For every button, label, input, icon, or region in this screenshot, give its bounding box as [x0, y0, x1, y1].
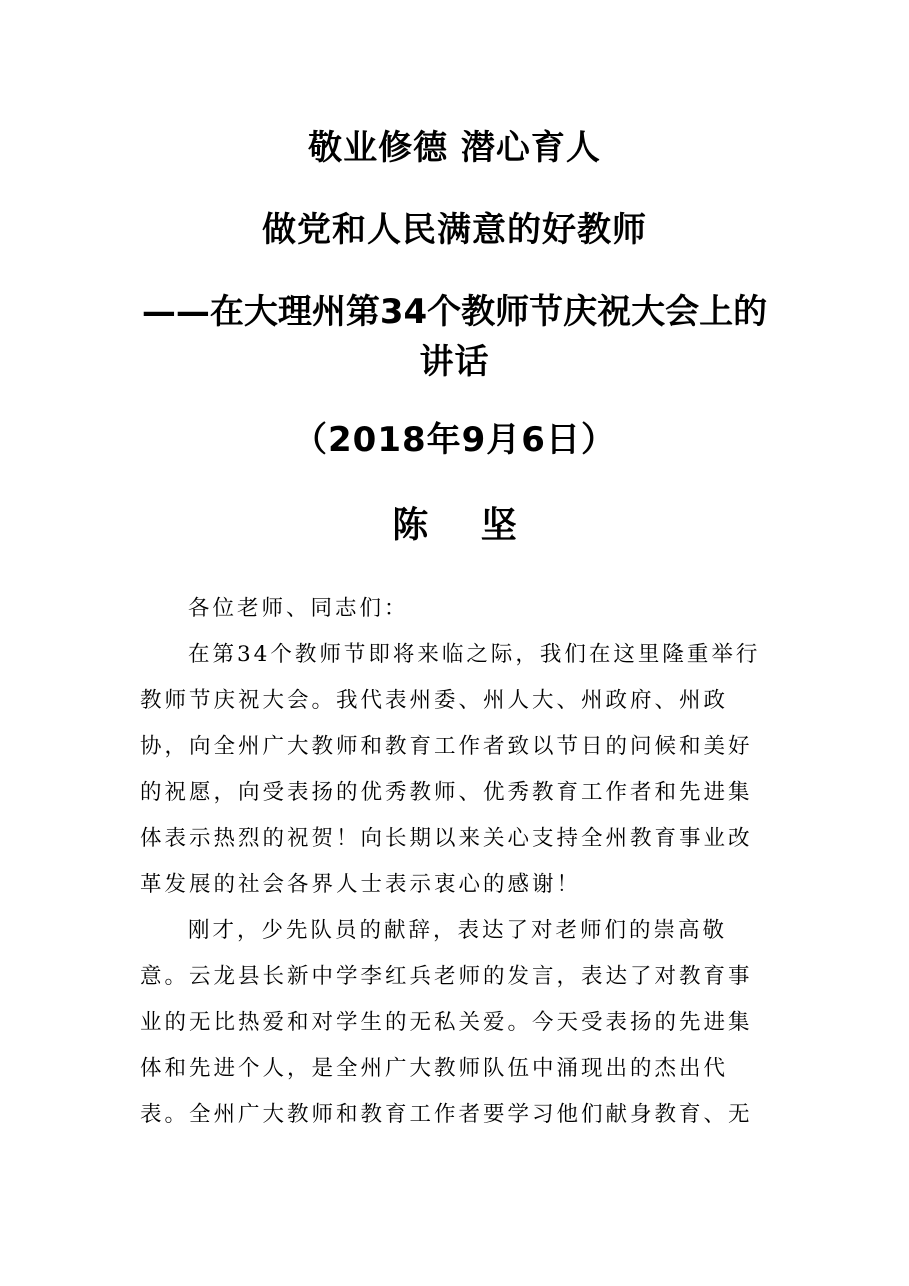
paragraph-line: 体和先进个人，是全州广大教师队伍中涌现出的杰出代	[140, 1056, 729, 1081]
speech-date: （2018年9月6日）	[293, 420, 616, 460]
subtitle-line-2: 讲话	[419, 342, 490, 382]
paragraph-line: 意。云龙县长新中学李红兵老师的发言，表达了对教育事	[140, 964, 753, 989]
paragraph-line: 业的无比热爱和对学生的无私关爱。今天受表扬的先进集	[140, 1010, 753, 1035]
title-line-1: 敬业修德 潜心育人	[308, 128, 601, 168]
paragraph-line: 革发展的社会各界人士表示衷心的感谢！	[140, 872, 582, 897]
author-name: 陈 坚	[392, 505, 537, 546]
paragraph-1	[140, 632, 770, 908]
paragraph-line: 刚才，少先队员的献辞，表达了对老师们的崇高敬	[188, 918, 728, 943]
subtitle-line-1: ——在大理州第34个教师节庆祝大会上的	[141, 292, 768, 332]
paragraph-line: 的祝愿，向受表扬的优秀教师、优秀教育工作者和先进集	[140, 780, 753, 805]
paragraph-line: 在第34个教师节即将来临之际，我们在这里隆重举行	[188, 642, 761, 667]
greeting: 各位老师、同志们：	[188, 596, 409, 621]
paragraph-line: 体表示热烈的祝贺！向长期以来关心支持全州教育事业改	[140, 826, 753, 851]
paragraph-line: 表。全州广大教师和教育工作者要学习他们献身教育、无	[140, 1102, 753, 1127]
paragraph-2	[140, 908, 770, 1138]
paragraph-line: 教师节庆祝大会。我代表州委、州人大、州政府、州政	[140, 688, 729, 713]
title-line-2: 做党和人民满意的好教师	[262, 210, 647, 250]
paragraph-line: 协，向全州广大教师和教育工作者致以节日的问候和美好	[140, 734, 753, 759]
